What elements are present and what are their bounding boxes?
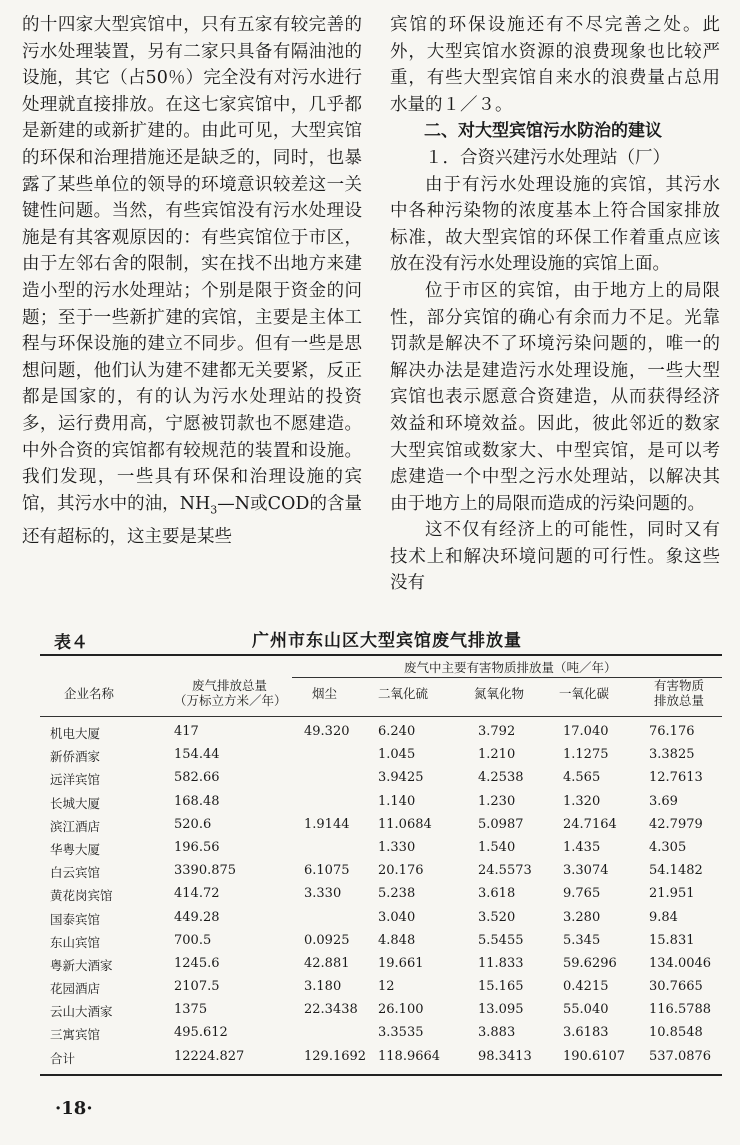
left-paragraph-end: —N或COD的含量还有超标的，这主要是某些 [22,493,362,547]
group-header: 废气中主要有害物质排放量（吨／年） [404,660,617,675]
cell-co: 3.3074 [563,863,609,879]
cell-harm: 134.0046 [649,955,712,971]
left-paragraph-text: 的十四家大型宾馆中，只有五家有较完善的污水处理装置，另有二家只具备有隔油池的设施，其它（占50％）完全没有对污水进行处理就直接排放。在这七家宾馆中，几乎都是新建的或新扩建的。由此可见，大型宾馆的环保和治理措施还是缺乏的，同时，也暴露了某些单位的领导的环境意识较差这一关键性问题。当然，有些宾馆没有污水处理设施是有其客观原因的：有些宾馆位于市区，由于左邻右舍的限制，实在找不出地方来建造小型的污水处理站；个别是限于资金的问题；至于一些新扩建的宾馆，主要是主体工程与环保设施的建立不同步。但有一些是思想问题，他们认为建不建都无关要紧，反正都是国家的，有的认为污水处理站的投资多，运行费用高，宁愿被罚款也不愿建造。中外合资的宾馆都有较规范的装置和设施。我们发现，一些具有环保和治理设施的宾馆，其污水中的油，NH [22,15,362,514]
cell-nox: 3.520 [478,909,516,925]
cell-nox: 15.165 [478,979,524,995]
cell-nox: 98.3413 [478,1048,532,1064]
cell-harm: 3.3825 [649,747,695,763]
right-paragraph-3: 位于市区的宾馆，由于地方上的局限性，部分宾馆的确心有余而力不足。光靠罚款是解决不了环境污染问题的，唯一的解决办法是建造污水处理设施，一些大型宾馆也表示愿意合资建造，从而获得经济效益和环境效益。因此，彼此邻近的数家大型宾馆或数家大、中型宾馆，是可以考虑建造一个中型之污水处理站，以解决其由于地方上的局限而造成的污染问题的。 [390,280,720,514]
cell-dust: 22.3438 [304,1002,358,1018]
table-row [22,766,722,789]
cell-name: 云山大酒家 [50,1004,113,1020]
subscript: 3 [210,503,218,517]
cell-name: 华粤大厦 [50,841,101,857]
cell-dust: 3.330 [304,886,342,902]
page-number: ·18· [55,1098,93,1119]
left-paragraph [22,12,362,550]
table-row [22,882,722,905]
cell-co: 5.345 [563,932,601,948]
section-heading: 二、对大型宾馆污水防治的建议 [424,121,662,142]
cell-so2: 20.176 [378,863,424,879]
cell-harm: 4.305 [649,839,687,855]
cell-nox: 4.2538 [478,770,524,786]
table-row [22,952,722,975]
cell-co: 9.765 [563,886,601,902]
cell-name: 东山宾馆 [50,934,101,950]
cell-total: 3390.875 [174,863,237,879]
header-total-line1: 废气排放总量 [192,678,268,693]
cell-name: 合计 [50,1050,76,1066]
cell-nox: 5.5455 [478,932,524,948]
cell-so2: 19.661 [378,955,424,971]
cell-so2: 6.240 [378,724,416,739]
cell-dust: 1.9144 [304,816,350,832]
cell-nox: 11.833 [478,955,524,971]
cell-total: 196.56 [174,839,220,855]
cell-so2: 26.100 [378,1002,424,1018]
cell-co: 59.6296 [563,955,617,971]
cell-harm: 12.7613 [649,770,703,786]
cell-name: 新侨酒家 [50,749,101,765]
cell-name: 长城大厦 [50,795,101,811]
cell-harm: 537.0876 [649,1048,712,1064]
cell-so2: 4.848 [378,932,416,948]
cell-name: 白云宾馆 [50,865,101,881]
left-column [22,12,362,550]
cell-nox: 24.5573 [478,863,532,879]
cell-co: 1.1275 [563,747,609,763]
cell-total: 582.66 [174,770,220,786]
subsection-heading: １．合资兴建污水处理站（厂） [425,147,670,168]
cell-total: 495.612 [174,1025,228,1041]
cell-co: 17.040 [563,724,609,739]
cell-nox: 13.095 [478,1002,524,1018]
cell-co: 1.320 [563,793,601,809]
cell-total: 168.48 [174,793,220,809]
cell-harm: 30.7665 [649,979,703,995]
cell-co: 3.280 [563,909,601,925]
cell-so2: 118.9664 [378,1048,441,1064]
cell-total: 154.44 [174,747,220,763]
cell-nox: 3.618 [478,886,516,902]
cell-harm: 116.5788 [649,1002,712,1018]
cell-co: 4.565 [563,770,601,786]
cell-name: 远洋宾馆 [50,772,101,788]
cell-dust: 49.320 [304,724,350,739]
cell-harm: 42.7979 [649,816,703,832]
cell-so2: 1.045 [378,747,416,763]
table-body [22,720,722,1068]
cell-nox: 1.210 [478,747,516,763]
table-row [22,790,722,813]
header-nox: 氮氧化物 [474,686,525,701]
cell-so2: 3.9425 [378,770,424,786]
table-row [22,998,722,1021]
header-total [174,678,287,708]
cell-dust: 42.881 [304,955,350,971]
cell-co: 3.6183 [563,1025,609,1041]
right-paragraph-2: 由于有污水处理设施的宾馆，其污水中各种污染物的浓度基本上符合国家排放标准，故大型宾馆的环保工作着重点应该放在没有污水处理设施的宾馆上面。 [390,174,720,275]
cell-name: 滨江酒店 [50,818,101,834]
cell-nox: 5.0987 [478,816,524,832]
table-title: 广州市东山区大型宾馆废气排放量 [252,631,522,651]
cell-so2: 11.0684 [378,816,432,832]
table-row [22,859,722,882]
cell-total: 414.72 [174,886,220,902]
cell-co: 0.4215 [563,979,609,995]
cell-harm: 9.84 [649,909,678,925]
cell-so2: 3.3535 [378,1025,424,1041]
table-row [22,929,722,952]
cell-so2: 12 [378,979,395,995]
cell-harm: 3.69 [649,793,678,809]
table-row [22,975,722,998]
cell-total: 449.28 [174,909,220,925]
cell-so2: 3.040 [378,909,416,925]
header-so2: 二氧化硫 [378,686,429,701]
cell-harm: 21.951 [649,886,695,902]
cell-so2: 1.330 [378,839,416,855]
cell-name: 国泰宾馆 [50,911,101,927]
table-row [22,720,722,743]
cell-harm: 76.176 [649,724,695,739]
table-row [22,906,722,929]
cell-so2: 5.238 [378,886,416,902]
cell-harm: 15.831 [649,932,695,948]
cell-harm: 10.8548 [649,1025,703,1041]
cell-total: 2107.5 [174,979,220,995]
cell-name: 粤新大酒家 [50,957,113,973]
header-co: 一氧化碳 [559,686,610,701]
right-paragraph-4: 这不仅有经济上的可能性，同时又有技术上和解决环境问题的可行性。象这些没有 [390,520,720,594]
cell-total: 520.6 [174,816,212,832]
cell-name: 机电大厦 [50,726,101,741]
cell-name: 花园酒店 [50,981,101,997]
cell-harm: 54.1482 [649,863,703,879]
table-rule-bottom [40,1074,722,1076]
cell-co: 1.435 [563,839,601,855]
table-row [22,743,722,766]
cell-co: 55.040 [563,1002,609,1018]
cell-dust: 129.1692 [304,1048,367,1064]
header-harm [654,678,704,708]
right-paragraph-1: 宾馆的环保设施还有不尽完善之处。此外，大型宾馆水资源的浪费现象也比较严重，有些大型宾馆自来水的浪费量占总用水量的１／３。 [390,15,720,115]
cell-so2: 1.140 [378,793,416,809]
cell-name: 黄花岗宾馆 [50,888,113,904]
cell-total: 12224.827 [174,1048,245,1064]
header-rule [40,716,722,717]
cell-total: 700.5 [174,932,212,948]
cell-total: 1245.6 [174,955,220,971]
header-harm-line2: 排放总量 [654,693,705,708]
right-column [390,12,720,597]
cell-dust: 6.1075 [304,863,350,879]
cell-nox: 3.883 [478,1025,516,1041]
cell-dust: 0.0925 [304,932,350,948]
table-row-total [22,1045,722,1068]
table-label: 表４ [54,633,88,653]
cell-nox: 1.540 [478,839,516,855]
cell-co: 24.7164 [563,816,617,832]
cell-dust: 3.180 [304,979,342,995]
header-harm-line1: 有害物质 [654,678,705,693]
cell-name: 三寓宾馆 [50,1027,101,1043]
table-row [22,1021,722,1044]
table-row [22,813,722,836]
cell-co: 190.6107 [563,1048,626,1064]
cell-nox: 3.792 [478,724,516,739]
table-rule-top [40,654,722,656]
header-dust: 烟尘 [312,686,338,701]
cell-total: 1375 [174,1002,208,1018]
header-total-line2: （万标立方米／年） [174,693,287,708]
cell-nox: 1.230 [478,793,516,809]
header-name: 企业名称 [64,686,115,701]
cell-total: 417 [174,724,199,739]
table-row [22,836,722,859]
